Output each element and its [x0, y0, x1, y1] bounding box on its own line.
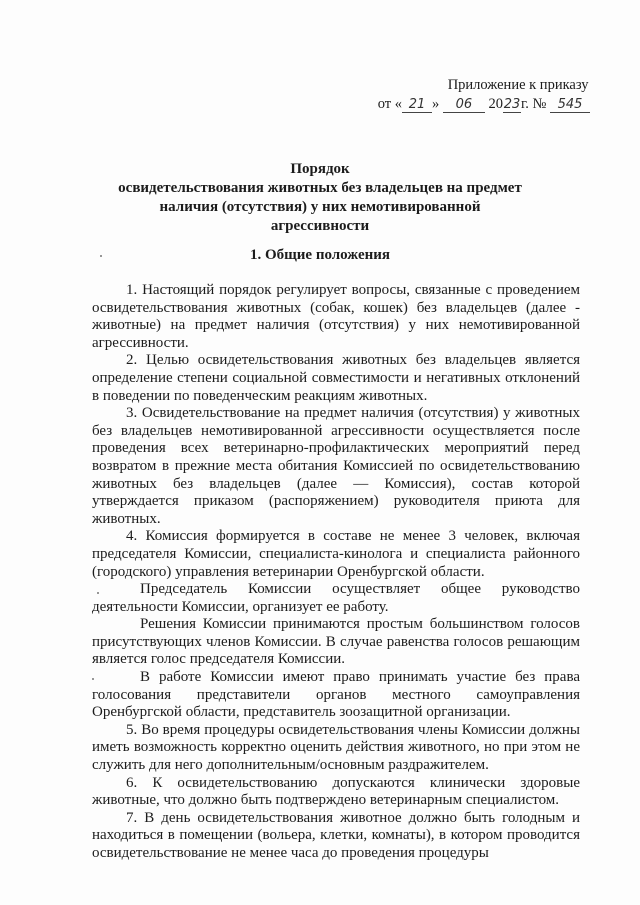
title-line-3: наличия (отсутствия) у них немотивированной — [159, 199, 481, 215]
document-body — [92, 282, 580, 863]
handwritten-order-number: 545 — [550, 98, 590, 113]
appendix-label: Приложение к приказу — [447, 77, 589, 93]
paragraph-chairman: Председатель Комиссии осуществляет общее руководство деятельности Комиссии, организует ее работу. — [92, 581, 580, 615]
paragraph-4: 4. Комиссия формируется в составе не менее 3 человек, включая председателя Комиссии, специалиста-кинолога и специалиста районного (городского) управления ветеринарии Оренбургской области. — [92, 528, 580, 580]
handwritten-day: 21 — [402, 98, 432, 113]
quote-close: » — [431, 96, 440, 112]
paragraph-1: 1. Настоящий порядок регулирует вопросы, связанные с проведением освидетельствования животных (собак, кошек) без владельцев (далее - животные) на предмет наличия (отсутствия) у них немотивированной агрессивности. — [92, 282, 580, 351]
from-label: от « — [377, 96, 402, 112]
paragraph-participants: В работе Комиссии имеют право принимать участие без права голосования представители органов местного самоуправления Оренбургской области, представитель зоозащитной организации. — [92, 669, 580, 721]
paragraph-2: 2. Целью освидетельствования животных без владельцев является определение степени социальной совместимости и негативных отклонений в поведении по поведенческим реакциям животных. — [92, 352, 580, 404]
title-line-1: Порядок — [290, 161, 350, 177]
paragraph-7: 7. В день освидетельствования животное должно быть голодным и находиться в помещении (вольера, клетки, комнаты), в котором проводится освидетельствование не менее часа до проведения процедуры — [92, 809, 580, 861]
appendix-header — [378, 76, 590, 114]
paragraph-5: 5. Во время процедуры освидетельствования члены Комиссии должны иметь возможность корректно оценить действия животного, но при этом не служить для него дополнительным/основным раздражителем. — [92, 721, 580, 774]
handwritten-month: 06 — [443, 98, 485, 113]
document-title — [0, 160, 640, 236]
year-label: г. № — [520, 96, 547, 112]
title-line-2: освидетельствования животных без владельцев на предмет — [118, 180, 522, 196]
year-prefix: 20 — [488, 96, 503, 112]
paragraph-3: 3. Освидетельствование на предмет наличия (отсутствия) у животных без владельцев немотивированной агрессивности осуществляется после проведения всех ветеринарно-профилактических мероприятий перед возвратом в прежние места обитания Комиссией по освидетельствованию животных без владельцев (далее — Комиссия), состав которой утверждается приказом (распоряжением) руководителя приюта для животных. — [92, 405, 580, 527]
order-date-line — [378, 95, 590, 114]
scan-speck — [100, 255, 102, 257]
paragraph-decisions: Решения Комиссии принимаются простым большинством голосов присутствующих членов Комиссии. В случае равенства голосов решающим является голос председателя Комиссии. — [92, 616, 580, 668]
section-heading: 1. Общие положения — [249, 247, 391, 263]
scan-speck — [92, 678, 94, 680]
handwritten-year: 23 — [503, 97, 521, 112]
scan-speck — [97, 592, 99, 594]
title-line-4: агрессивности — [270, 218, 370, 234]
paragraph-6: 6. К освидетельствованию допускаются клинически здоровые животные, что должно быть подтверждено ветеринарным специалистом. — [92, 774, 580, 809]
